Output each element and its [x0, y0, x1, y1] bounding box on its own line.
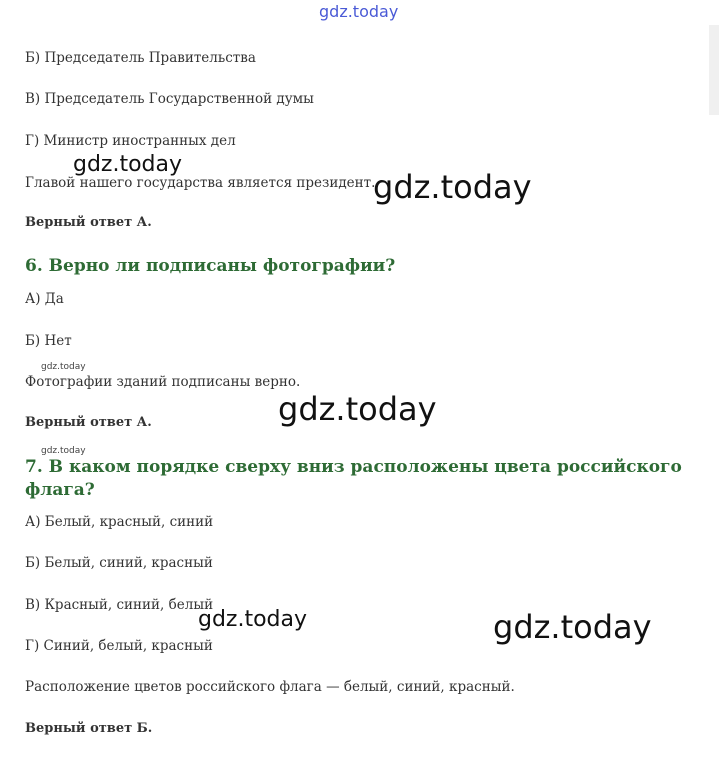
q5-option-b: Б) Председатель Правительства: [25, 50, 256, 66]
q7-answer: Верный ответ Б.: [25, 721, 153, 736]
q5-explanation: Главой нашего государства является президент.: [25, 175, 376, 191]
q5-option-g: Г) Министр иностранных дел: [25, 133, 236, 149]
q7-option-b: Б) Белый, синий, красный: [25, 555, 213, 571]
q5-answer: Верный ответ А.: [25, 215, 152, 230]
watermark-top: gdz.today: [319, 2, 399, 21]
q7-title-line1: 7. В каком порядке сверху вниз расположены цвета российского: [25, 457, 682, 477]
q6-answer: Верный ответ А.: [25, 415, 152, 430]
watermark-5: gdz.today: [41, 446, 86, 456]
watermark-2: gdz.today: [373, 168, 532, 206]
q6-title: 6. Верно ли подписаны фотографии?: [25, 256, 396, 276]
watermark-1: gdz.today: [73, 152, 183, 177]
watermark-3: gdz.today: [41, 362, 86, 372]
scrollbar[interactable]: [709, 25, 719, 115]
q6-option-b: Б) Нет: [25, 333, 72, 349]
watermark-4: gdz.today: [278, 390, 437, 428]
q7-option-a: А) Белый, красный, синий: [25, 514, 214, 530]
q6-explanation: Фотографии зданий подписаны верно.: [25, 374, 301, 390]
q7-title-line2: флага?: [25, 480, 95, 500]
watermark-7: gdz.today: [493, 608, 652, 646]
q7-option-v: В) Красный, синий, белый: [25, 597, 214, 613]
q5-option-v: В) Председатель Государственной думы: [25, 91, 314, 107]
watermark-6: gdz.today: [198, 607, 308, 632]
q6-option-a: А) Да: [25, 291, 64, 307]
q7-explanation: Расположение цветов российского флага — белый, синий, красный.: [25, 679, 515, 695]
q7-option-g: Г) Синий, белый, красный: [25, 638, 213, 654]
